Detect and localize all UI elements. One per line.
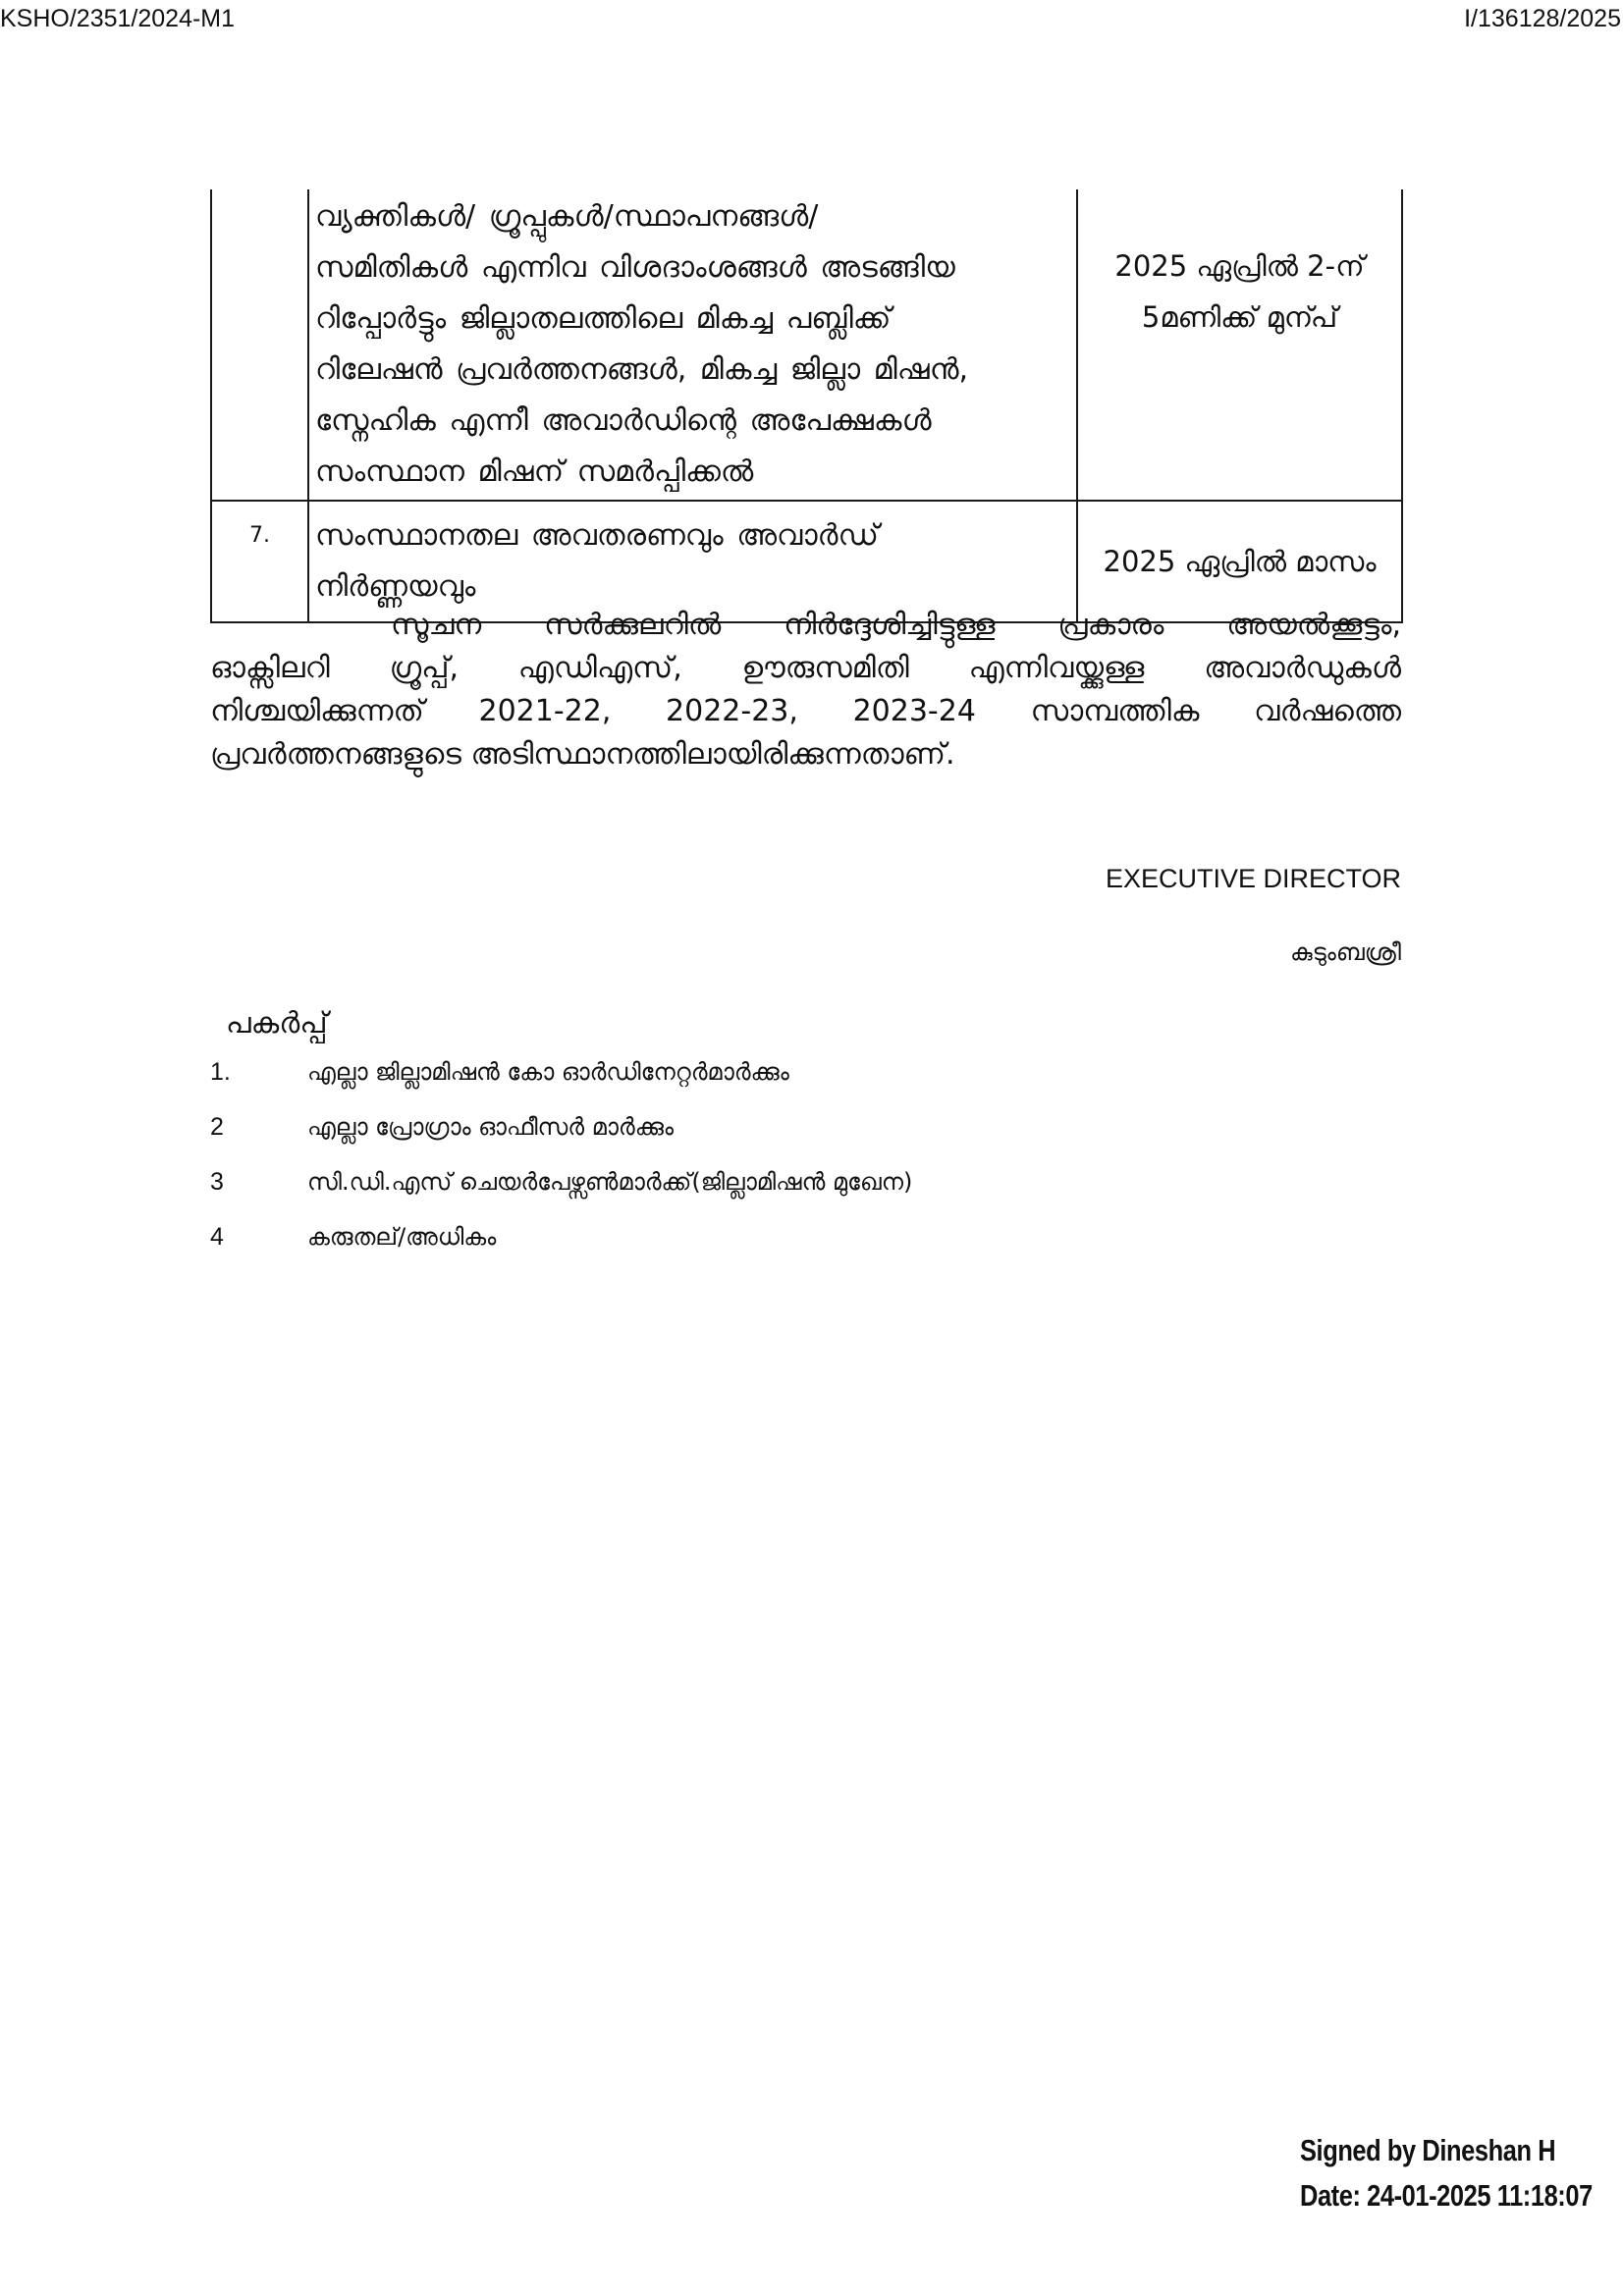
- deadline-line: 5മണിക്ക് മുന്പ്: [1141, 300, 1338, 334]
- paragraph-line: ഓക്സിലറി ഗ്രൂപ്പ്, എഡിഎസ്, ഊരുസമിതി എന്നിവയ്ക്കുള്ള അവാർഡുകൾ: [210, 651, 1401, 685]
- description-line: വ്യക്തികൾ/ ഗ്രൂപ്പുകൾ/സ്ഥാപനങ്ങൾ/: [315, 199, 819, 234]
- list-item-number: 3: [210, 1168, 224, 1196]
- list-item-number: 1.: [210, 1058, 231, 1086]
- digital-signature: [1300, 2128, 1593, 2218]
- schedule-table: [210, 189, 1403, 623]
- row-number: [211, 189, 308, 501]
- signed-by: Signed by Dineshan H: [1300, 2133, 1556, 2167]
- description-line: നിർണ്ണയവും: [315, 569, 476, 604]
- row-number: 7.: [211, 501, 308, 622]
- signatory-title: EXECUTIVE DIRECTOR: [1105, 864, 1401, 893]
- list-item-text: എല്ലാ ജില്ലാമിഷൻ കോ ഓർഡിനേറ്റർമാർക്കും: [307, 1058, 789, 1086]
- signature-date: Date: 24-01-2025 11:18:07: [1300, 2178, 1593, 2213]
- signatory-organisation: കുടുംബശ്രീ: [1290, 938, 1401, 966]
- list-item-number: 2: [210, 1113, 224, 1141]
- description-line: സമിതികൾ എന്നിവ വിശദാംശങ്ങൾ അടങ്ങിയ: [315, 250, 955, 285]
- deadline-line: 2025 ഏപ്രിൽ മാസം: [1103, 545, 1377, 578]
- row-deadline: [1077, 189, 1402, 501]
- reference-number: I/136128/2025: [1464, 5, 1621, 32]
- body-paragraph: [210, 604, 1401, 776]
- file-number: KSHO/2351/2024-M1: [0, 5, 236, 32]
- description-line: സ്നേഹിക എന്നീ അവാർഡിന്റെ അപേക്ഷകൾ: [315, 403, 932, 438]
- table-row: [211, 189, 1402, 501]
- list-item-text: സി.ഡി.എസ് ചെയർപേഴ്സൺമാർക്ക്(ജില്ലാമിഷൻ മുഖേന): [307, 1168, 913, 1196]
- description-line: സംസ്ഥാനതല അവതരണവും അവാർഡ്: [315, 518, 879, 553]
- list-item-text: കരുതല്/അധികം: [307, 1223, 497, 1251]
- list-item-number: 4: [210, 1223, 224, 1251]
- paragraph-line: പ്രവർത്തനങ്ങളുടെ അടിസ്ഥാനത്തിലായിരിക്കുന്നതാണ്.: [210, 737, 955, 772]
- paragraph-line: നിശ്ചയിക്കുന്നത് 2021-22, 2022-23, 2023-24 സാമ്പത്തിക വർഷത്തെ: [210, 694, 1401, 728]
- deadline-line: 2025 ഏപ്രിൽ 2-ന്: [1114, 249, 1365, 283]
- paragraph-line: സൂചന സർക്കുലറിൽ നിർദ്ദേശിച്ചിട്ടുള്ള പ്രകാരം അയൽക്കൂട്ടം,: [391, 608, 1401, 642]
- copy-to-heading: പകർപ്പ്: [226, 1006, 328, 1041]
- description-line: റിപ്പോർട്ടും ജില്ലാതലത്തിലെ മികച്ച പബ്ലിക്ക്: [315, 301, 892, 336]
- description-line: സംസ്ഥാന മിഷന് സമർപ്പിക്കൽ: [315, 454, 754, 489]
- list-item-text: എല്ലാ പ്രോഗ്രാം ഓഫീസർ മാർക്കും: [307, 1113, 674, 1141]
- description-line: റിലേഷൻ പ്രവർത്തനങ്ങൾ, മികച്ച ജില്ലാ മിഷൻ,: [315, 352, 969, 387]
- row-description: [308, 189, 1077, 501]
